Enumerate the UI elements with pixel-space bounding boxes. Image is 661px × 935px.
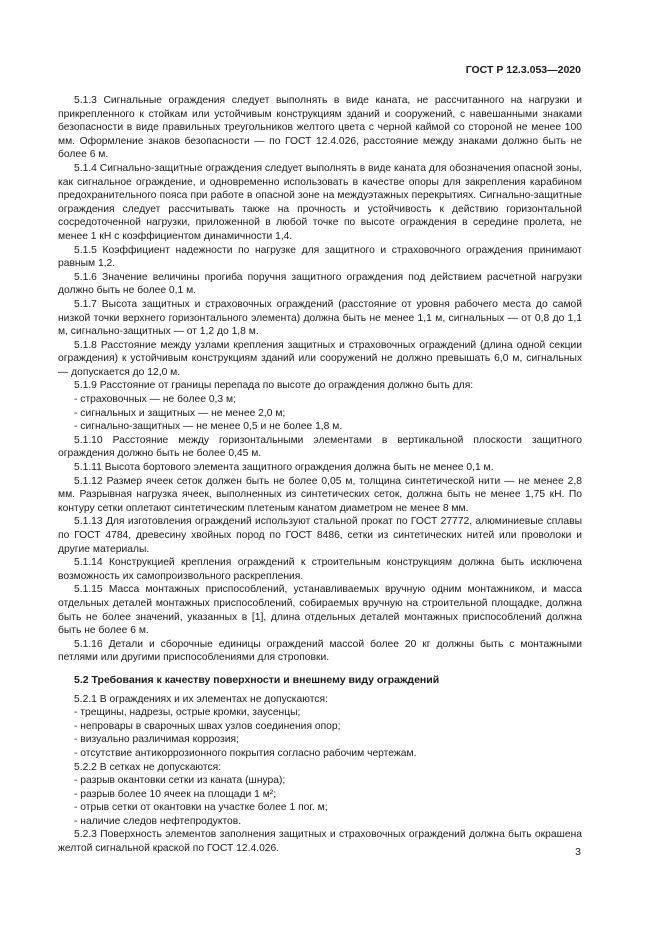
- section-heading-5-2: 5.2 Требования к качеству поверхности и внешнему виду ограждений: [74, 673, 440, 686]
- list-item: - визуально различимая коррозия;: [74, 734, 239, 746]
- list-item: - сигнально-защитных — не менее 0,5 и не более 1,8 м.: [74, 421, 343, 433]
- paragraph-5-1-14: 5.1.14 Конструкцией крепления ограждений к строительным конструкциям должна быть исключена возможность их самопроизвольного раскрепления.: [58, 557, 582, 582]
- paragraph-5-1-6: 5.1.6 Значение величины прогиба поручня защитного ограждения под действием расчетной нагрузки должно быть не более 0,1 м.: [58, 271, 582, 297]
- list-item: - отсутствие антикоррозионного покрытия согласно рабочим чертежам.: [74, 747, 417, 759]
- doc-code-header: ГОСТ Р 12.3.053—2020: [465, 64, 581, 76]
- list-item: - разрыв более 10 ячеек на площади 1 м²;: [74, 788, 277, 800]
- page-number: 3: [575, 846, 581, 858]
- paragraph-5-1-13: 5.1.13 Для изготовления ограждений используют стальной прокат по ГОСТ 27772, алюминиевые сплавы по ГОСТ 4784, древесину хвойных пород по ГОСТ 8486, сетки из синтетических нитей или проволоки и другие материалы.: [58, 516, 582, 555]
- list-item: - трещины, надрезы, острые кромки, заусенцы;: [74, 707, 301, 719]
- list-item: - отрыв сетки от окантовки на участке более 1 пог. м;: [74, 802, 328, 814]
- list-item: - наличие следов нефтепродуктов.: [74, 815, 242, 827]
- paragraph-5-2-3: 5.2.3 Поверхность элементов заполнения защитных и страховочных ограждений должна быть окрашена желтой сигнальной краской по ГОСТ 12.4.026.: [58, 829, 582, 855]
- paragraph-5-1-4: 5.1.4 Сигнально-защитные ограждения следует выполнять в виде каната для обозначения опасной зоны, как сигнальное ограждение, и одновременно использовать в качестве опоры для закрепления карабином предохранительного пояса при работе в опасной зоне на междуэтажных перекрытиях. Сигнально-защитные ограждения следует рассчитывать также на прочность и устойчивость к действию горизонтальной сосредоточенной нагрузки, приложенной в любой точке по высоте ограждения в середине пролета, не менее 1 кН с коэффициентом динамичности 1,4.: [58, 162, 582, 242]
- paragraph-5-1-12: 5.1.12 Размер ячеек сеток должен быть не более 0,05 м, толщина синтетической нити — не менее 2,8 мм. Разрывная нагрузка ячеек, выполненных из синтетических сеток, должна быть не менее 1,75 кН. По контуру сетки оплетают синтетическим плетеным канатом диаметром не менее 8 мм.: [58, 475, 582, 514]
- list-item: - страховочных — не более 0,3 м;: [74, 394, 236, 406]
- document-body: [58, 94, 582, 856]
- paragraph-5-1-3: 5.1.3 Сигнальные ограждения следует выполнять в виде каната, не рассчитанного на нагрузки и прикрепленного к стойкам или устойчивым конструкциям зданий и сооружений, с навешанными знаками безопасности в виде правильных треугольников желтого цвета с черной каймой со стороной не менее 100 мм. Оформление знаков безопасности — по ГОСТ 12.4.026, расстояние между знаками должно быть не более 6 м.: [58, 95, 582, 161]
- list-item: - разрыв окантовки сетки из каната (шнура);: [74, 775, 286, 787]
- paragraph-5-1-9: 5.1.9 Расстояние от границы перепада по высоте до ограждения должно быть для:: [74, 380, 474, 392]
- paragraph-5-1-10: 5.1.10 Расстояние между горизонтальными элементами в вертикальной плоскости защитного ограждения должно быть не более 0,45 м.: [58, 434, 582, 460]
- paragraph-5-2-2: 5.2.2 В сетках не допускаются:: [74, 761, 222, 773]
- paragraph-5-1-8: 5.1.8 Расстояние между узлами крепления защитных и страховочных ограждений (длина одной секции ограждения) к устойчивым конструкциям зданий или сооружений не должно превышать 6,0 м, сигнальных — допускается до 12,0 м.: [58, 339, 582, 378]
- paragraph-5-1-7: 5.1.7 Высота защитных и страховочных ограждений (расстояние от уровня рабочего места до самой низкой точки верхнего горизонтального элемента) должна быть не менее 1,1 м, сигнальных — от 0,8 до 1,1 м, сигнально-защитных — от 1,2 до 1,8 м.: [58, 298, 582, 338]
- list-item: - непровары в сварочных швах узлов соединения опор;: [74, 720, 341, 732]
- paragraph-5-2-1: 5.2.1 В ограждениях и их элементах не допускаются:: [74, 693, 328, 705]
- paragraph-5-1-5: 5.1.5 Коэффициент надежности по нагрузке для защитного и страховочного ограждения принимают равным 1,2.: [58, 244, 582, 270]
- paragraph-5-1-15: 5.1.15 Масса монтажных приспособлений, устанавливаемых вручную одним монтажником, и масса отдельных деталей монтажных приспособлений, собираемых вручную на строительной площадке, должна быть не более значений, указанных в [1], длина отдельных деталей монтажных приспособлений должна быть не более 6 м.: [58, 584, 582, 637]
- paragraph-5-1-11: 5.1.11 Высота бортового элемента защитного ограждения должна быть не менее 0,1 м.: [74, 462, 494, 474]
- list-item: - сигнальных и защитных — не менее 2,0 м;: [74, 407, 286, 419]
- paragraph-5-1-16: 5.1.16 Детали и сборочные единицы ограждений массой более 20 кг должны быть с монтажными петлями или другими приспособлениями для строповки.: [58, 638, 582, 664]
